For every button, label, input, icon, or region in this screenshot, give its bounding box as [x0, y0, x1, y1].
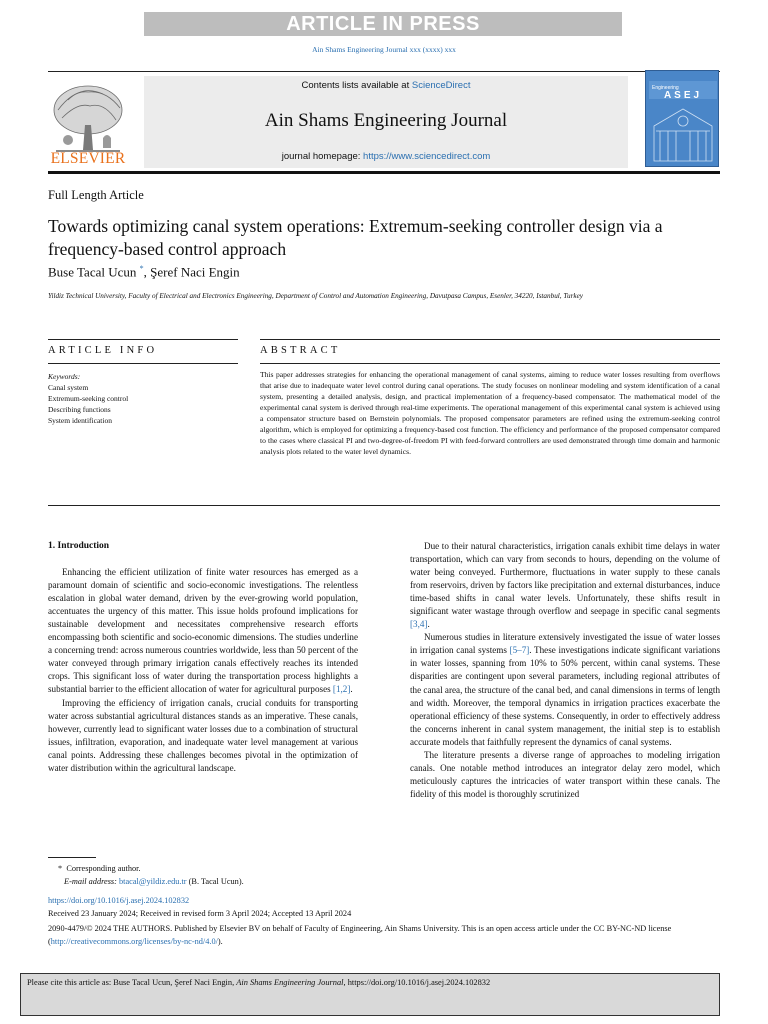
- author-line: [48, 264, 240, 280]
- body-paragraph: [48, 566, 358, 696]
- corresponding-author-note: [48, 862, 720, 875]
- abstract-text: This paper addresses strategies for enhancing the operational management of canal systems, aiming to reduce water losses resulting from overflows that arise due to inadequate water level control during canal operations. The study focuses on nonlinear modeling and system identification of a canal system, presenting a detailed analysis, design, and practical implementation of a frequency-based compensator. The mathematical model of the experimental canal system is derived through real-time experiments. The operational management of this experimental canal system is achieved using a compensator structure based on Bernstein polynomials. The proposed compensator parameters are refined using the extremum-seeking control algorithm, which is employed for optimizing a frequency-based cost function. The efficiency and performance of the proposed compensator compared to the cases where classical PI and two-degree-of-freedom PI with feed-forward controllers are used demonstrated through time domain and harmonic analysis plots related to the water level dynamics.: [260, 370, 720, 456]
- doi-link[interactable]: https://doi.org/10.1016/j.asej.2024.102832: [48, 896, 190, 905]
- footnotes: [48, 862, 720, 948]
- abstract-rule: [260, 339, 720, 340]
- citation-suffix[interactable]: , https://doi.org/10.1016/j.asej.2024.102832: [343, 978, 491, 987]
- email-label: E-mail address:: [64, 877, 117, 886]
- keywords-block: [48, 371, 238, 426]
- contents-line: [144, 80, 628, 91]
- license-suffix: ).: [217, 937, 223, 946]
- abstract-end-rule: [48, 505, 720, 506]
- body-column-right: [410, 540, 720, 801]
- email-owner: (B. Tacal Ucun).: [188, 877, 244, 886]
- elsevier-wordmark: ELSEVIER: [50, 150, 126, 167]
- article-info-subrule: [48, 363, 238, 364]
- email-link[interactable]: btacal@yildiz.edu.tr: [119, 877, 187, 886]
- keyword-item: Canal system: [48, 383, 89, 392]
- cover-top-text: Engineering: [652, 85, 679, 91]
- email-note: [48, 875, 720, 888]
- footnote-mark: *: [58, 864, 63, 873]
- doi-line: [48, 894, 720, 907]
- abstract-heading: ABSTRACT: [260, 345, 341, 356]
- keyword-item: System identification: [48, 416, 112, 425]
- article-title: Towards optimizing canal system operations: Extremum-seeking controller design via a frequency-based control approach: [48, 216, 663, 259]
- keyword-item: Extremum-seeking control: [48, 394, 129, 403]
- corresponding-author-mark[interactable]: *: [139, 264, 144, 273]
- cover-acronym: ASEJ: [663, 90, 703, 101]
- affiliation: Yildiz Technical University, Faculty of Electrical and Electronics Engineering, Department of Control and Automation Engineering, Davutpasa Campus, Esenler, 34220, Istanbul, Turkey: [48, 292, 583, 300]
- body-paragraph: The literature presents a diverse range of approaches to modeling irrigation canals. One notable method introduces an integrator delay zero model, which meticulously captures the intricacies of water transport within these canals. The fidelity of this model is thoroughly scrutinized: [410, 749, 720, 799]
- corresponding-author-text: Corresponding author.: [66, 864, 141, 873]
- article-info-heading: ARTICLE INFO: [48, 345, 158, 356]
- section-heading: 1. Introduction: [48, 541, 110, 551]
- keywords-label: Keywords:: [48, 372, 81, 381]
- keyword-item: Describing functions: [48, 405, 111, 414]
- body-paragraph: [410, 631, 720, 748]
- license-text: [48, 922, 720, 948]
- cover-art: [646, 71, 719, 167]
- journal-title: Ain Shams Engineering Journal: [264, 110, 508, 131]
- homepage-prefix: journal homepage:: [281, 151, 364, 162]
- author-name[interactable]: , Şeref Naci Engin: [143, 264, 240, 280]
- journal-cover-image: [645, 70, 719, 167]
- license-link[interactable]: http://creativecommons.org/licenses/by-nc-nd/4.0/: [50, 937, 218, 946]
- citation-text: [27, 976, 717, 989]
- author-name[interactable]: Buse Tacal Ucun: [48, 264, 137, 280]
- header-bottom-rule: [48, 171, 720, 174]
- contents-prefix: Contents lists available at: [301, 80, 412, 91]
- body-paragraph: Improving the efficiency of irrigation canals, crucial conduits for transporting water across substantial agricultural distances stands as an imperative. These canals, however, currently lead to significant water losses due to a combination of structural issues, infiltration, evaporation, and inadequate water level management at various canal points. Addressing these challenges becomes pivotal in the optimization of water distribution within the agricultural landscape.: [48, 697, 358, 773]
- body-paragraph: [410, 540, 720, 631]
- paragraph-text: . These investigations indicate significant variations in water losses, spanning from 10% to 50% percent, within canal systems. These disparities are contingent upon several parameters, including regional attributes of the canal area, the structure of the canal bed, and canal dimensions in terms of length and width. Moreover, the temporal dynamics in irrigation practices exacerbate the operational efficiency of these systems. Consequently, in order to effectively address the concerns inherent in canal system management, the initial step is to establish accurate models that faithfully represent the dynamics of canal systems.: [410, 645, 720, 747]
- journal-homepage-line: [144, 151, 628, 162]
- article-info-rule: [48, 339, 238, 340]
- sciencedirect-link[interactable]: ScienceDirect: [411, 80, 471, 91]
- paragraph-text: Enhancing the efficient utilization of finite water resources has emerged as a paramount domain of scientific and socio-economic investigations. The relentless escalation in global water demand, driven by the ever-growing world population, accentuates the urgency of this matter. This issue holds profound implications for sustainable development and necessitates comprehensive research efforts encompassing both scientific and socio-economic dimensions. The studies underline a concerning trend: across numerous countries worldwide, less than 50 percent of the water conveyed through primary irrigation canals effectively reaches its intended crops. This significant loss of water during the transportation process highlights a substantial barrier to the efficient allocation of water for agricultural purposes: [48, 567, 358, 695]
- article-type: Full Length Article: [48, 188, 144, 202]
- header-top-rule: [48, 71, 720, 72]
- article-in-press-label: ARTICLE IN PRESS: [286, 13, 480, 35]
- paragraph-text: .: [350, 684, 353, 695]
- paragraph-text: Numerous studies in literature extensively investigated the issue of water losses in irrigation canal systems: [410, 632, 720, 656]
- citation-link[interactable]: [5–7]: [509, 645, 530, 656]
- received-dates: Received 23 January 2024; Received in revised form 3 April 2024; Accepted 13 April 2024: [48, 909, 352, 918]
- citation-journal: Ain Shams Engineering Journal: [236, 978, 344, 987]
- citation-link[interactable]: [3,4]: [410, 619, 428, 630]
- citation-link[interactable]: [1,2]: [332, 684, 351, 695]
- citation-prefix: Please cite this article as: Buse Tacal Ucun, Şeref Naci Engin,: [27, 978, 237, 987]
- paragraph-text: .: [427, 619, 430, 630]
- body-column-left: [48, 540, 358, 775]
- license-prefix: 2090-4479/© 2024 THE AUTHORS. Published by Elsevier BV on behalf of Faculty of Engineering, Ain Shams University. This is an open access article under the CC BY-NC-ND license (: [48, 924, 672, 946]
- abstract-subrule: [260, 363, 720, 364]
- homepage-link[interactable]: https://www.sciencedirect.com: [363, 151, 491, 162]
- journal-reference: Ain Shams Engineering Journal xxx (xxxx) xxx: [312, 45, 456, 54]
- footnote-rule: [48, 857, 96, 858]
- paragraph-text: Due to their natural characteristics, irrigation canals exhibit time delays in water transportation, which can vary from seconds to hours, depending on the volume of water being conveyed. Furthermore, fluctuations in water supply to these canals from reservoirs, driven by factors like precipitation and external disturbances, induce time-based shifts in canal water levels. Unfortunately, these shifts result in significant water wastage through overflow and seepage in specific canal segments: [410, 541, 720, 617]
